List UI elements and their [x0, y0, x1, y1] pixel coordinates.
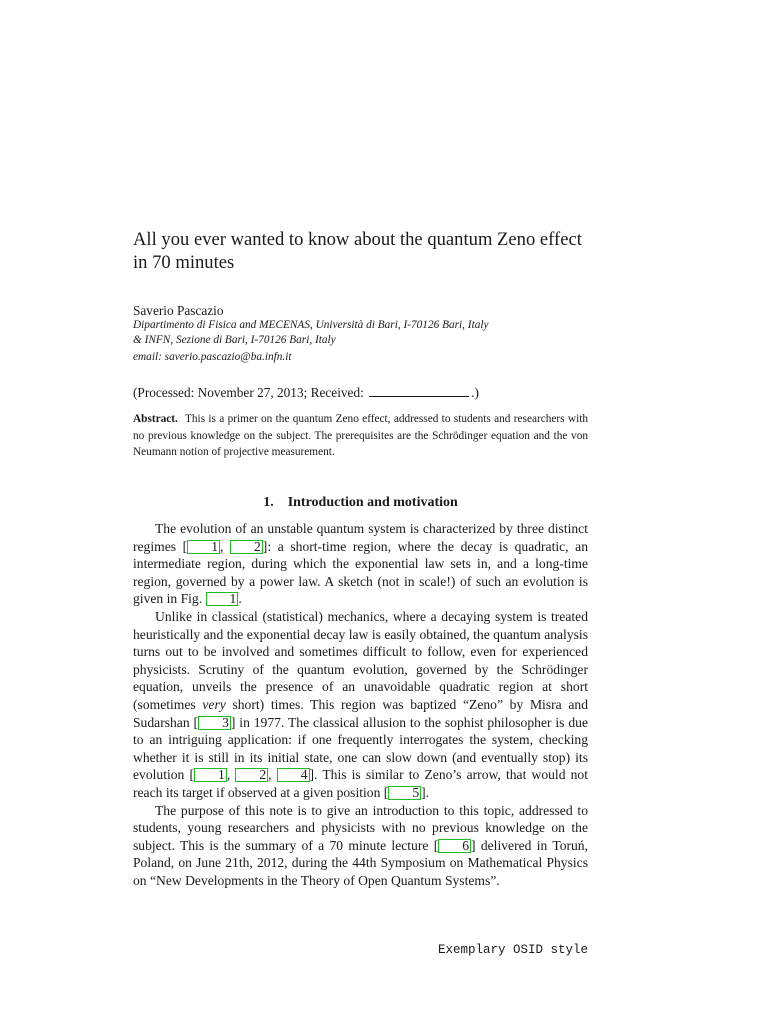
- citation-link[interactable]: 3: [198, 716, 231, 730]
- section-title: Introduction and motivation: [287, 495, 458, 510]
- section-heading: [133, 494, 588, 512]
- journal-style-footer: Exemplary OSID style: [437, 943, 588, 957]
- paragraph-text: ,: [226, 767, 236, 783]
- paper-title: All you ever wanted to know about the quantum Zeno effect in 70 minutes: [133, 229, 582, 273]
- section-body: [133, 520, 588, 889]
- paragraph-text: delivered in Toruń, Poland, on June 21th, 2012, during the 44th Symposium on Mathematical Physics on “New Developments in the Theory of Open Quantum Systems”.: [133, 837, 589, 888]
- citation-link[interactable]: 2: [235, 768, 268, 782]
- processed-suffix: .): [471, 385, 479, 400]
- citation-link[interactable]: 1: [187, 540, 220, 554]
- figure-link[interactable]: 1: [206, 592, 239, 606]
- processed-prefix: (Processed: November 27, 2013; Received:: [133, 385, 364, 400]
- emphasis-text: very: [202, 696, 226, 712]
- paragraph-text: .: [425, 784, 430, 800]
- abstract: [133, 411, 588, 461]
- abstract-label: Abstract.: [133, 413, 178, 425]
- section-number: 1.: [263, 495, 274, 510]
- abstract-text: This is a primer on the quantum Zeno effect, addressed to students and researchers with no previous knowledge on the subject. The prerequisites are the Schrödinger equation and the von Neumann notion of projective measurement.: [133, 413, 588, 458]
- received-blank-line: [369, 385, 469, 397]
- paragraph-3: The purpose of this note is to give an introduction to this topic, addressed to students, young researchers and physicists with no previous knowledge on the subject. This is the summary of a 70 minute lecture [ 6 ] delivered in Toruń, Poland, on June 21th, 2012, during the 44th Symposium on Mathematical Physics on “New Developments in the Theory of Open Quantum Systems”.: [133, 802, 589, 888]
- paragraph-text: : a short-time region, where the decay is quadratic, an intermediate region, during which the exponential law sets in, and a long-time region, governed by a power law. A sketch (not in scale!) of such an evolution is given in Fig.: [133, 538, 589, 607]
- processed-line: [133, 384, 479, 401]
- citation-link[interactable]: 4: [277, 768, 310, 782]
- paragraph-text: .: [238, 591, 242, 607]
- paragraph-text: The purpose of this note is to give an introduction to this topic, addressed to students, young researchers and physicists with no previous knowledge on the subject. This is the summary of a 70 minute lecture: [133, 802, 588, 853]
- paragraph-text: in 1977. The classical allusion to the sophist philosopher is due to an intriguing application: if one frequently interrogates the system, checking whether it is still in its initial state, one can slow down (and eventually stop) its evolution: [133, 714, 588, 783]
- affiliation-2: & INFN, Sezione di Bari, I-70126 Bari, Italy: [133, 334, 336, 346]
- author-name: Saverio Pascazio: [133, 303, 224, 318]
- paper-page: [133, 0, 588, 1024]
- citation-link[interactable]: 6: [438, 839, 471, 853]
- paragraph-text: short) times. This region was baptized “Zeno” by Misra and Sudarshan: [133, 696, 588, 730]
- citation-link[interactable]: 2: [230, 540, 263, 554]
- citation-link[interactable]: 1: [194, 768, 227, 782]
- paragraph-2: Unlike in classical (statistical) mechanics, where a decaying system is treated heuristically and the exponential decay law is easily obtained, the quantum analysis turns out to be involved and sometimes difficult to follow, even for experienced physicists. Scrutiny of the quantum evolution, governed by the Schrödinger equation, unveils the presence of an unavoidable quadratic region at short (sometimes very short) times. This region was baptized “Zeno” by Misra and Sudarshan [ 3 ] in 1977. The classical allusion to the sophist philosopher is due to an intriguing application: if one frequently interrogates the system, checking whether it is still in its initial state, one can slow down (and eventually stop) its evolution [ 1 , 2 , 4 ]. This is similar to Zeno’s arrow, that would not reach its target if observed at a given position [ 5 ].: [133, 608, 589, 800]
- paragraph-text: The evolution of an unstable quantum system is characterized by three distinct regimes: [133, 521, 588, 554]
- paragraph-text: . This is similar to Zeno’s arrow, that would not reach its target if observed at a given position: [133, 767, 589, 800]
- paragraph-text: ,: [219, 538, 230, 554]
- author-email: email: saverio.pascazio@ba.infn.it: [133, 351, 292, 363]
- citation-link[interactable]: 5: [388, 786, 421, 800]
- paragraph-text: Unlike in classical (statistical) mechanics, where a decaying system is treated heuristically and the exponential decay law is easily obtained, the quantum analysis turns out to be involved and sometimes difficult to follow, even for experienced physicists. Scrutiny of the quantum evolution, governed by the Schrödinger equation, unveils the presence of an unavoidable quadratic region at short (sometimes: [133, 608, 588, 712]
- paragraph-1: The evolution of an unstable quantum system is characterized by three distinct regimes [ 1 , 2 ]: a short-time region, where the decay is quadratic, an intermediate region, during which the exponential law sets in, and a long-time region, governed by a power law. A sketch (not in scale!) of such an evolution is given in Fig. 1 .: [133, 521, 589, 607]
- paragraph-text: ,: [268, 767, 277, 783]
- affiliation-1: Dipartimento di Fisica and MECENAS, Università di Bari, I-70126 Bari, Italy: [133, 319, 489, 331]
